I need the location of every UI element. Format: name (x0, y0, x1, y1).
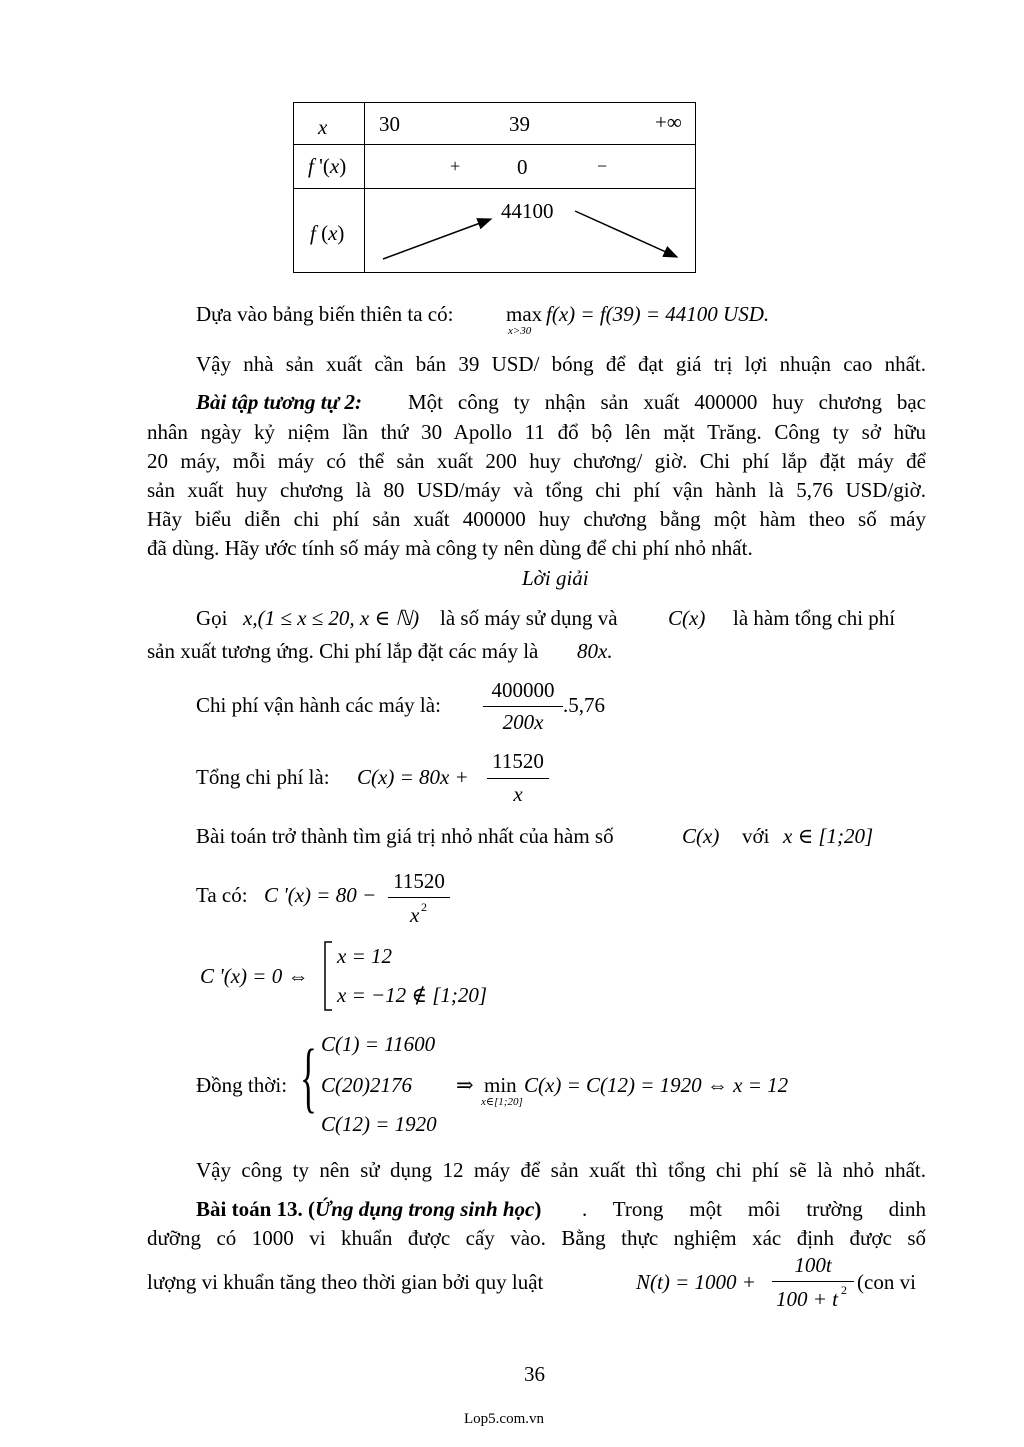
roots-lhs: C '(x) = 0 ⇔ (200, 964, 309, 988)
op-cost-denominator: 200x (502, 710, 544, 734)
problem13-denominator: 100 + t (776, 1287, 839, 1311)
problem13-line-1: . Trong một môi trường dinh (582, 1197, 926, 1221)
derivative-lhs: C '(x) = 80 − (264, 883, 377, 907)
derivative-text: Ta có: (196, 883, 248, 907)
op-cost-fraction-bar (483, 706, 563, 707)
f-max-value: 44100 (501, 199, 554, 223)
problem13-fraction-bar (772, 1281, 854, 1282)
value-c20: C(20)2176 (321, 1073, 412, 1097)
solution-title: Lời giải (522, 566, 589, 590)
implies-symbol: ⇒ (456, 1073, 474, 1097)
problem13-numerator: 100t (794, 1253, 832, 1277)
sol-l1-e: là hàm tổng chi phí (733, 606, 896, 630)
derivative-denominator-exponent: 2 (421, 900, 427, 914)
table-header-f: f (x) (294, 189, 365, 273)
table-header-x (294, 103, 365, 145)
sign-zero: 0 (517, 155, 528, 179)
problem13-denominator-exponent: 2 (841, 1283, 847, 1297)
f-label-x: x (328, 221, 338, 245)
minimize-domain: x ∈ [1;20] (783, 824, 874, 848)
minimize-text: Bài toán trở thành tìm giá trị nhỏ nhất của hàm số (196, 824, 614, 848)
table-f-variation (365, 189, 696, 273)
exercise-line-4: sản xuất huy chương là 80 USD/máy và tổng chi phí vận hành là 5,76 USD/giờ. (147, 478, 926, 502)
op-cost-tail: .5,76 (563, 693, 605, 717)
x-value-30: 30 (379, 112, 400, 136)
derivative-denominator: x (410, 903, 420, 927)
also-text: Đồng thời: (196, 1073, 288, 1097)
x-value-39: 39 (509, 112, 530, 136)
problem13-title: Bài toán 13. ( (196, 1197, 316, 1221)
p1-formula: f(x) = f(39) = 44100 USD. (546, 302, 770, 326)
fprime-label-close: ) (339, 154, 347, 178)
sol-l2: sản xuất tương ứng. Chi phí lắp đặt các máy là (147, 639, 539, 663)
exercise-line-2: nhân ngày kỷ niệm lần thứ 30 Apollo 11 đổ bộ lên mặt Trăng. Công ty sở hữu (147, 420, 926, 444)
total-cost-text: Tổng chi phí là: (196, 765, 330, 789)
fprime-label-f: f (308, 154, 314, 178)
fprime-label-x: x (329, 154, 340, 178)
problem13-title-italic: Ứng dụng trong sinh học (315, 1197, 535, 1221)
derivative-fraction-bar (388, 897, 450, 898)
problem13-line-3: lượng vi khuẩn tăng theo thời gian bởi quy luật (147, 1270, 544, 1294)
total-cost-numerator: 11520 (492, 749, 544, 773)
minimize-C: C(x) (682, 824, 720, 848)
exercise-title: Bài tập tương tự 2: (196, 390, 362, 414)
sol-l2-expr: 80x. (577, 639, 613, 663)
exercise-line-6: đã dùng. Hãy ước tính số máy mà công ty nên dùng để chi phí nhỏ nhất. (147, 536, 753, 560)
system-brace: { (300, 1033, 317, 1120)
sol-l1-C: C(x) (668, 606, 706, 630)
exercise-line-3: 20 máy, mỗi máy có thể sản xuất 200 huy chương/ giờ. Chi phí lắp đặt máy để (147, 449, 926, 473)
problem13-title-end: ) (534, 1197, 542, 1221)
sol-l1-a: Gọi (196, 606, 228, 630)
f-label-f: f (310, 221, 316, 245)
p1-max: max (506, 302, 543, 326)
min-sub: x∈[1;20] (481, 1096, 523, 1108)
page-number: 36 (524, 1362, 545, 1386)
min-word: min (484, 1073, 517, 1097)
variation-table (293, 102, 696, 273)
p1-text: Dựa vào bảng biến thiên ta có: (196, 302, 454, 326)
derivative-numerator: 11520 (393, 869, 445, 893)
increasing-arrow (383, 219, 491, 259)
root-2: x = −12 ∉ [1;20] (337, 983, 488, 1007)
op-cost-text: Chi phí vận hành các máy là: (196, 693, 441, 717)
p2: Vậy nhà sản xuất cần bán 39 USD/ bóng để đạt giá trị lợi nhuận cao nhất. (196, 352, 926, 376)
roots-bracket (322, 940, 334, 1012)
problem13-tail: (con vi (857, 1270, 916, 1294)
x-value-infinity: +∞ (655, 110, 682, 134)
table-header-fprime (294, 145, 365, 189)
exercise-line-1: Một công ty nhận sản xuất 400000 huy chương bạc (408, 390, 926, 414)
footer-site: Lop5.com.vn (464, 1411, 544, 1427)
variation-arrows (365, 189, 695, 273)
value-c1: C(1) = 11600 (321, 1032, 436, 1056)
root-1: x = 12 (337, 944, 392, 968)
decreasing-arrow (575, 211, 677, 257)
min-result: C(x) = C(12) = 1920 ⇔ x = 12 (524, 1073, 789, 1097)
total-cost-lhs: C(x) = 80x + (357, 765, 469, 789)
problem13-formula-lhs: N(t) = 1000 + (636, 1270, 756, 1294)
p1-max-sub: x>30 (508, 325, 532, 337)
table-fprime-signs (365, 145, 696, 189)
total-cost-denominator: x (513, 782, 523, 806)
conclusion: Vậy công ty nên sử dụng 12 máy để sản xuất thì tổng chi phí sẽ là nhỏ nhất. (196, 1158, 926, 1182)
sol-l1-domain: x,(1 ≤ x ≤ 20, x ∈ ℕ) (243, 606, 420, 630)
op-cost-numerator: 400000 (491, 678, 555, 702)
sol-l1-c: là số máy sử dụng và (440, 606, 618, 630)
sign-plus: + (450, 156, 461, 176)
total-cost-fraction-bar (487, 778, 549, 779)
x-label: x (318, 115, 328, 139)
sign-minus: − (597, 156, 608, 176)
value-c12: C(12) = 1920 (321, 1112, 437, 1136)
fprime-label-prime: '( (313, 154, 330, 178)
exercise-line-5: Hãy biểu diễn chi phí sản xuất 400000 huy chương bằng một hàm theo số máy (147, 507, 926, 531)
table-x-values (365, 103, 696, 145)
problem13-line-2: dưỡng có 1000 vi khuẩn được cấy vào. Bằng thực nghiệm xác định được số (147, 1226, 926, 1250)
minimize-with: với (742, 824, 770, 848)
